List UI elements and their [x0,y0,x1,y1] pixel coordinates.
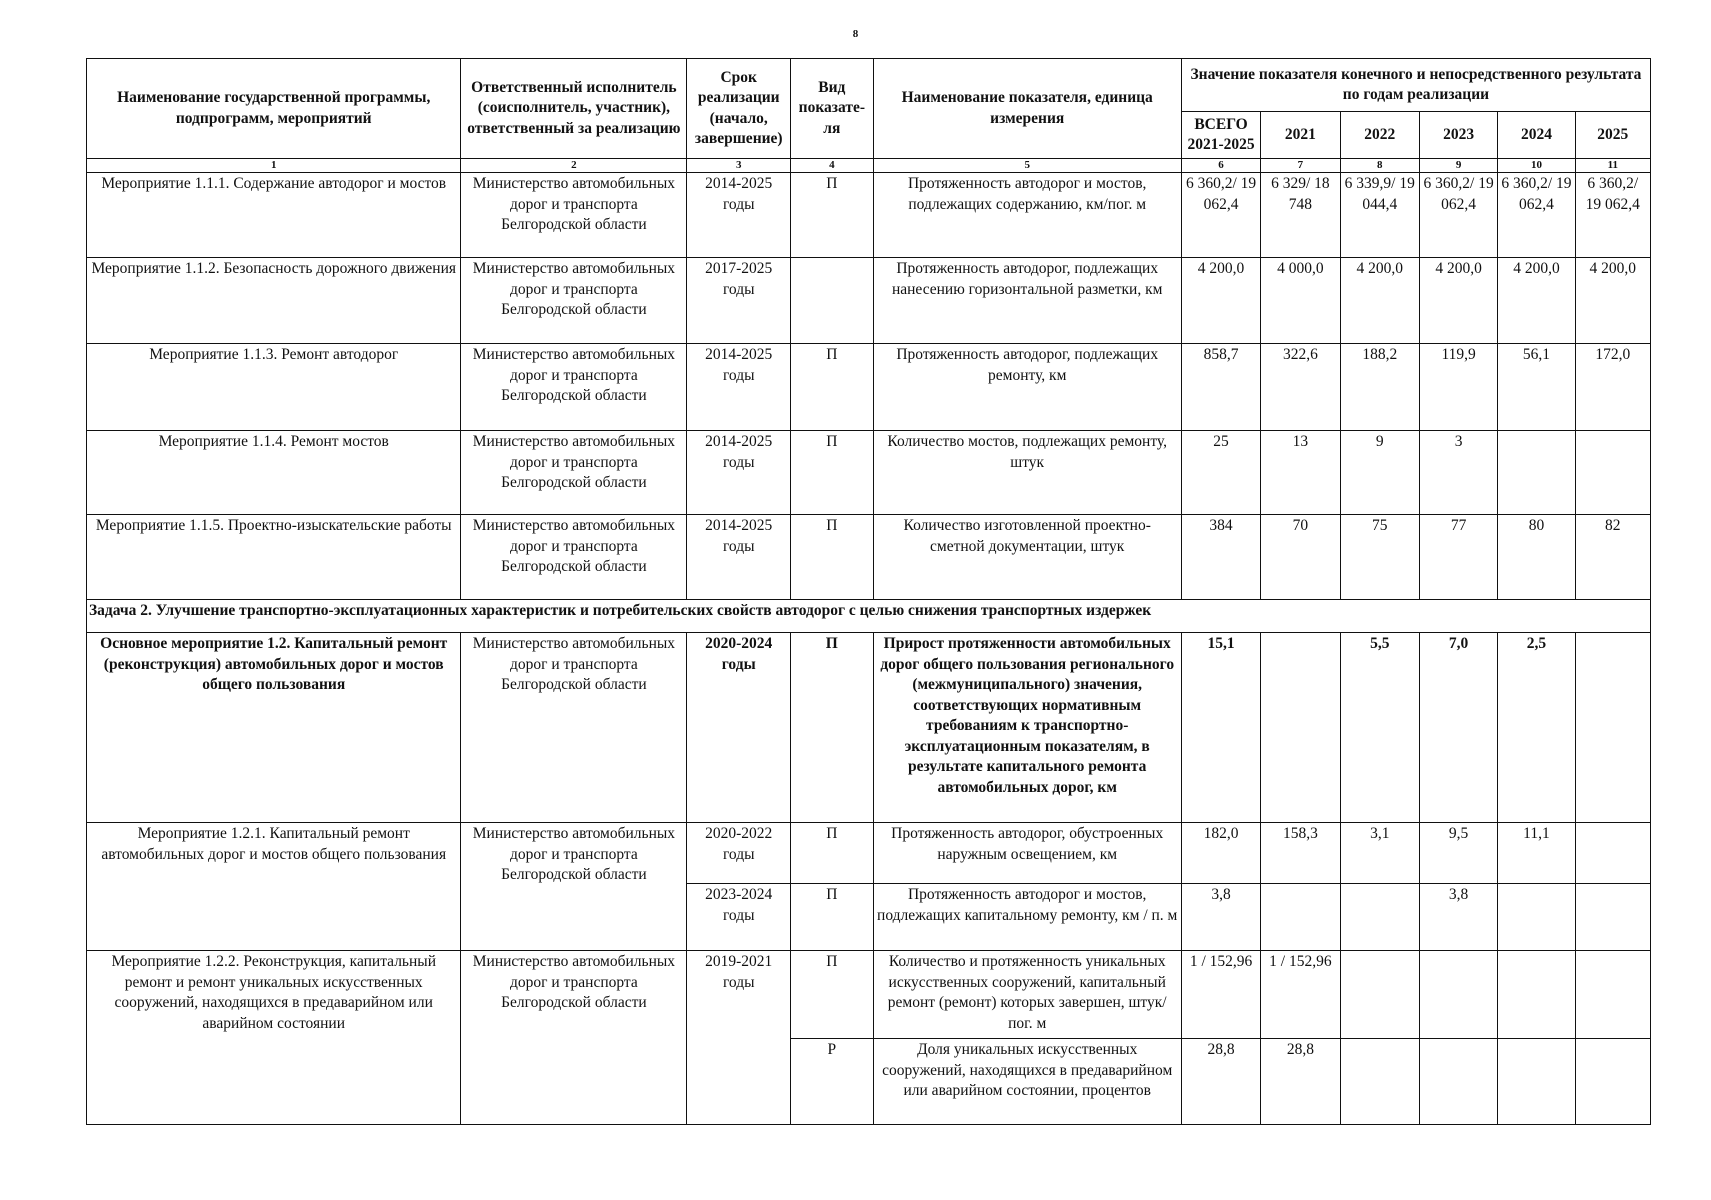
indicator-name: Протяженность автодорог и мостов, подлежащих капитальному ремонту, км / п. м [873,884,1181,951]
period: 2020-2022 годы [687,823,791,884]
measure-name: Мероприятие 1.2.1. Капитальный ремонт автомобильных дорог и мостов общего пользования [87,823,461,951]
value-total: 28,8 [1181,1039,1260,1125]
measure-name: Мероприятие 1.2.2. Реконструкция, капитальный ремонт и ремонт уникальных искусственных сооружений, находящихся в предаварийном или аварийном состоянии [87,951,461,1125]
column-number: 2 [461,159,687,173]
value-2024 [1498,431,1575,515]
value-2024: 6 360,2/ 19 062,4 [1498,173,1575,258]
column-number: 4 [791,159,873,173]
value-2021: 158,3 [1261,823,1340,884]
indicators-table [86,58,1651,1125]
indicator-type: Р [791,1039,873,1125]
executor: Министерство автомобильных дорог и транспорта Белгородской области [461,173,687,258]
value-2025 [1575,633,1650,823]
column-number: 7 [1261,159,1340,173]
indicator-name: Протяженность автодорог и мостов, подлежащих содержанию, км/пог. м [873,173,1181,258]
indicator-name: Прирост протяженности автомобильных дорог общего пользования регионального (межмуниципального) значения, соответствующих нормативным требованиям к транспортно-эксплуатационным показателям, в результате капитального ремонта автомобильных дорог, км [873,633,1181,823]
value-2021: 1 / 152,96 [1261,951,1340,1039]
column-number: 10 [1498,159,1575,173]
value-2025: 4 200,0 [1575,258,1650,344]
value-2022: 6 339,9/ 19 044,4 [1340,173,1419,258]
value-2024 [1498,884,1575,951]
measure-name: Мероприятие 1.1.1. Содержание автодорог и мостов [87,173,461,258]
value-2025: 6 360,2/ 19 062,4 [1575,173,1650,258]
column-number: 5 [873,159,1181,173]
value-2022 [1340,951,1419,1039]
column-number: 9 [1419,159,1497,173]
table-row [87,515,1651,600]
measure-name: Мероприятие 1.1.4. Ремонт мостов [87,431,461,515]
value-2022: 75 [1340,515,1419,600]
column-number: 1 [87,159,461,173]
value-total: 4 200,0 [1181,258,1260,344]
value-total: 3,8 [1181,884,1260,951]
period: 2017-2025 годы [687,258,791,344]
value-2023: 4 200,0 [1419,258,1497,344]
indicator-type: П [791,951,873,1039]
value-2021 [1261,884,1340,951]
value-2022: 188,2 [1340,344,1419,431]
value-2025: 82 [1575,515,1650,600]
header-year: 2025 [1575,112,1650,159]
value-total: 858,7 [1181,344,1260,431]
value-2021: 13 [1261,431,1340,515]
value-2022: 4 200,0 [1340,258,1419,344]
value-2021: 322,6 [1261,344,1340,431]
header-indicator-name: Наименование показателя, единица измерения [873,59,1181,159]
task-heading: Задача 2. Улучшение транспортно-эксплуатационных характеристик и потребительских свойств автодорог с целью снижения транспортных издержек [87,600,1651,633]
header-executor: Ответственный исполнитель (соисполнитель, участник), ответственный за реализацию [461,59,687,159]
header-values: Значение показателя конечного и непосредственного результата по годам реализации [1181,59,1650,112]
task-row [87,600,1651,633]
table-row [87,431,1651,515]
value-total: 6 360,2/ 19 062,4 [1181,173,1260,258]
indicator-type: П [791,884,873,951]
header-year: 2022 [1340,112,1419,159]
period: 2023-2024 годы [687,884,791,951]
indicator-name: Количество мостов, подлежащих ремонту, штук [873,431,1181,515]
value-2024: 11,1 [1498,823,1575,884]
value-2023: 9,5 [1419,823,1497,884]
indicator-name: Протяженность автодорог, обустроенных наружным освещением, км [873,823,1181,884]
executor: Министерство автомобильных дорог и транспорта Белгородской области [461,633,687,823]
executor: Министерство автомобильных дорог и транспорта Белгородской области [461,515,687,600]
executor: Министерство автомобильных дорог и транспорта Белгородской области [461,823,687,951]
measure-name: Мероприятие 1.1.3. Ремонт автодорог [87,344,461,431]
value-2023 [1419,1039,1497,1125]
measure-name: Мероприятие 1.1.5. Проектно-изыскательские работы [87,515,461,600]
value-2022 [1340,884,1419,951]
indicator-type [791,258,873,344]
indicator-type: П [791,515,873,600]
value-2021: 4 000,0 [1261,258,1340,344]
header-year: 2023 [1419,112,1497,159]
header-year: 2021 [1261,112,1340,159]
value-2025 [1575,431,1650,515]
value-2023: 7,0 [1419,633,1497,823]
value-total: 384 [1181,515,1260,600]
indicator-type: П [791,823,873,884]
value-2022: 5,5 [1340,633,1419,823]
value-2022 [1340,1039,1419,1125]
column-number: 3 [687,159,791,173]
table-row [87,173,1651,258]
header-period: Срок реализации (начало, завершение) [687,59,791,159]
value-2024 [1498,951,1575,1039]
indicator-type: П [791,431,873,515]
value-total: 25 [1181,431,1260,515]
value-2023: 119,9 [1419,344,1497,431]
value-2021: 28,8 [1261,1039,1340,1125]
period: 2020-2024 годы [687,633,791,823]
period: 2014-2025 годы [687,173,791,258]
indicator-name: Доля уникальных искусственных сооружений, находящихся в предаварийном или аварийном состоянии, процентов [873,1039,1181,1125]
indicator-type: П [791,173,873,258]
executor: Министерство автомобильных дорог и транспорта Белгородской области [461,951,687,1125]
page-number: 8 [852,28,859,40]
table-row [87,258,1651,344]
value-2023: 77 [1419,515,1497,600]
header-total: ВСЕГО 2021-2025 [1181,112,1260,159]
indicator-type: П [791,633,873,823]
value-2023: 3,8 [1419,884,1497,951]
table-row [87,951,1651,1039]
value-2021: 6 329/ 18 748 [1261,173,1340,258]
value-2021 [1261,633,1340,823]
value-2023 [1419,951,1497,1039]
value-2024 [1498,1039,1575,1125]
value-2025 [1575,1039,1650,1125]
executor: Министерство автомобильных дорог и транспорта Белгородской области [461,258,687,344]
period: 2014-2025 годы [687,431,791,515]
executor: Министерство автомобильных дорог и транспорта Белгородской области [461,431,687,515]
value-2025 [1575,823,1650,884]
header-indicator-type: Вид показате-ля [791,59,873,159]
value-2021: 70 [1261,515,1340,600]
value-2022: 3,1 [1340,823,1419,884]
value-total: 1 / 152,96 [1181,951,1260,1039]
value-2024: 80 [1498,515,1575,600]
value-total: 182,0 [1181,823,1260,884]
indicator-name: Количество и протяженность уникальных искусственных сооружений, капитальный ремонт (ремонт) которых завершен, штук/пог. м [873,951,1181,1039]
column-number: 8 [1340,159,1419,173]
indicator-name: Количество изготовленной проектно-сметной документации, штук [873,515,1181,600]
measure-name: Мероприятие 1.1.2. Безопасность дорожного движения [87,258,461,344]
value-2024: 2,5 [1498,633,1575,823]
header-year: 2024 [1498,112,1575,159]
value-2022: 9 [1340,431,1419,515]
value-2023: 3 [1419,431,1497,515]
period: 2014-2025 годы [687,344,791,431]
table-row [87,823,1651,884]
value-2025: 172,0 [1575,344,1650,431]
period: 2019-2021 годы [687,951,791,1125]
value-2024: 56,1 [1498,344,1575,431]
header-program-name: Наименование государственной программы, подпрограмм, мероприятий [87,59,461,159]
value-2023: 6 360,2/ 19 062,4 [1419,173,1497,258]
period: 2014-2025 годы [687,515,791,600]
value-2024: 4 200,0 [1498,258,1575,344]
value-2025 [1575,951,1650,1039]
table-row [87,344,1651,431]
indicator-type: П [791,344,873,431]
table-row [87,633,1651,823]
measure-name: Основное мероприятие 1.2. Капитальный ремонт (реконструкция) автомобильных дорог и мостов общего пользования [87,633,461,823]
value-total: 15,1 [1181,633,1260,823]
indicator-name: Протяженность автодорог, подлежащих нанесению горизонтальной разметки, км [873,258,1181,344]
column-number: 6 [1181,159,1260,173]
indicator-name: Протяженность автодорог, подлежащих ремонту, км [873,344,1181,431]
executor: Министерство автомобильных дорог и транспорта Белгородской области [461,344,687,431]
value-2025 [1575,884,1650,951]
column-number: 11 [1575,159,1650,173]
